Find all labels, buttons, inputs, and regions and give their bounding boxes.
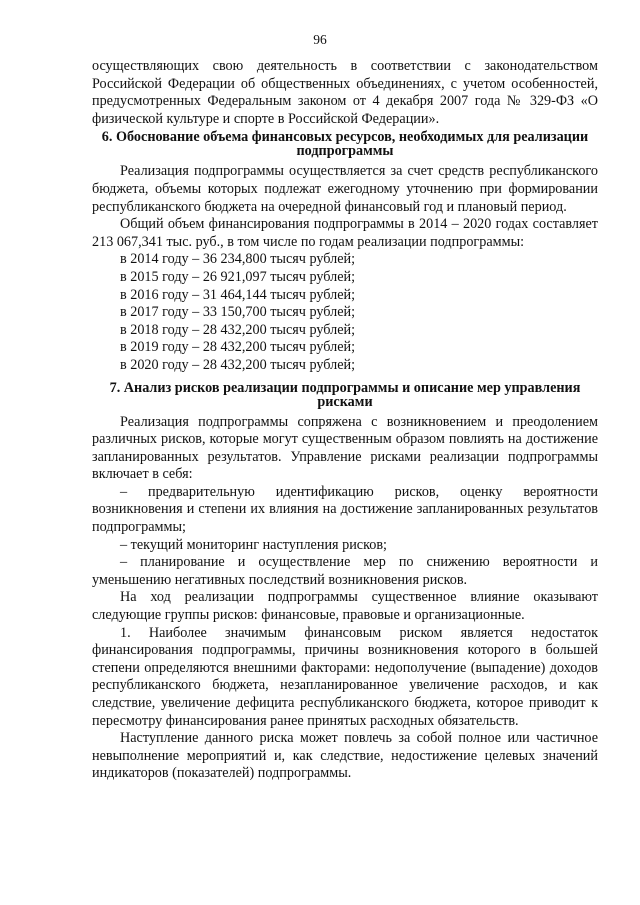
section-7-paragraph-3: – текущий мониторинг наступления рисков; (120, 536, 387, 553)
page-number: 96 (313, 32, 327, 47)
section-7-paragraph-2: – предварительную идентификацию рисков, оценку вероятности возникновения и степени их влияния на достижение запланированных результатов подпрограммы; (92, 483, 598, 536)
section-7-paragraph-5: На ход реализации подпрограммы существенное влияние оказывают следующие группы рисков: финансовые, правовые и организационные. (92, 589, 598, 624)
section-7-paragraph-7: Наступление данного риска может повлечь за собой полное или частичное невыполнение мероприятий и, как следствие, недостижение целевых значений индикаторов (показателей) подпрограммы. (92, 730, 598, 782)
funding-year-item: в 2019 году – 28 432,200 тысяч рублей; (120, 339, 356, 356)
section-7-paragraph-6: 1. Наиболее значимым финансовым риском является недостаток финансирования подпрограммы, причины возникновения которого в большей степени определяются внешними факторами: недополучение (выпадение) доходов республиканского бюджета, незапланированное увеличение расходов, и как следствие, увеличение дефицита республиканского бюджета, которое приводит к пересмотру финансирования ранее принятых расходных обязательств. (92, 624, 598, 729)
section-7-paragraph-4: – планирование и осуществление мер по снижению вероятности и уменьшению негативных последствий возникновения рисков. (92, 554, 598, 588)
section-6-paragraph-2: Общий объем финансирования подпрограммы в 2014 – 2020 годах составляет 213 067,341 тыс. руб., в том числе по годам реализации подпрограммы: (92, 216, 598, 250)
page-content (92, 58, 598, 783)
section-7-paragraph-1: Реализация подпрограммы сопряжена с возникновением и преодолением различных рисков, которые могут существенным образом повлиять на достижение запланированных результатов. Управление рисками реализации подпрограммы включает в себя: (92, 413, 598, 483)
funding-year-item: в 2016 году – 31 464,144 тысяч рублей; (120, 286, 356, 303)
intro-paragraph: осуществляющих свою деятельность в соответствии с законодательством Российской Федерации об общественных объединениях, с учетом особенностей, предусмотренных Федеральным законом от 4 декабря 2007 года № 329-ФЗ «О физической культуре и спорте в Российской Федерации». (92, 58, 598, 127)
funding-year-item: в 2020 году – 28 432,200 тысяч рублей; (120, 356, 356, 373)
section-6-paragraph-1: Реализация подпрограммы осуществляется за счет средств республиканского бюджета, объемы которых подлежат ежегодному уточнению при формировании республиканского бюджета на очередной финансовый год и плановый период. (92, 163, 598, 215)
funding-by-year-list (92, 251, 598, 374)
funding-year-item: в 2018 году – 28 432,200 тысяч рублей; (120, 321, 356, 338)
section-7-heading: 7. Анализ рисков реализации подпрограммы и описание мер управления рисками (109, 379, 581, 410)
section-6-heading: 6. Обоснование объема финансовых ресурсов, необходимых для реализации подпрограммы (101, 129, 589, 160)
funding-year-item: в 2014 году – 36 234,800 тысяч рублей; (120, 251, 356, 268)
funding-year-item: в 2017 году – 33 150,700 тысяч рублей; (120, 304, 356, 321)
funding-year-item: в 2015 году – 26 921,097 тысяч рублей; (120, 268, 356, 285)
